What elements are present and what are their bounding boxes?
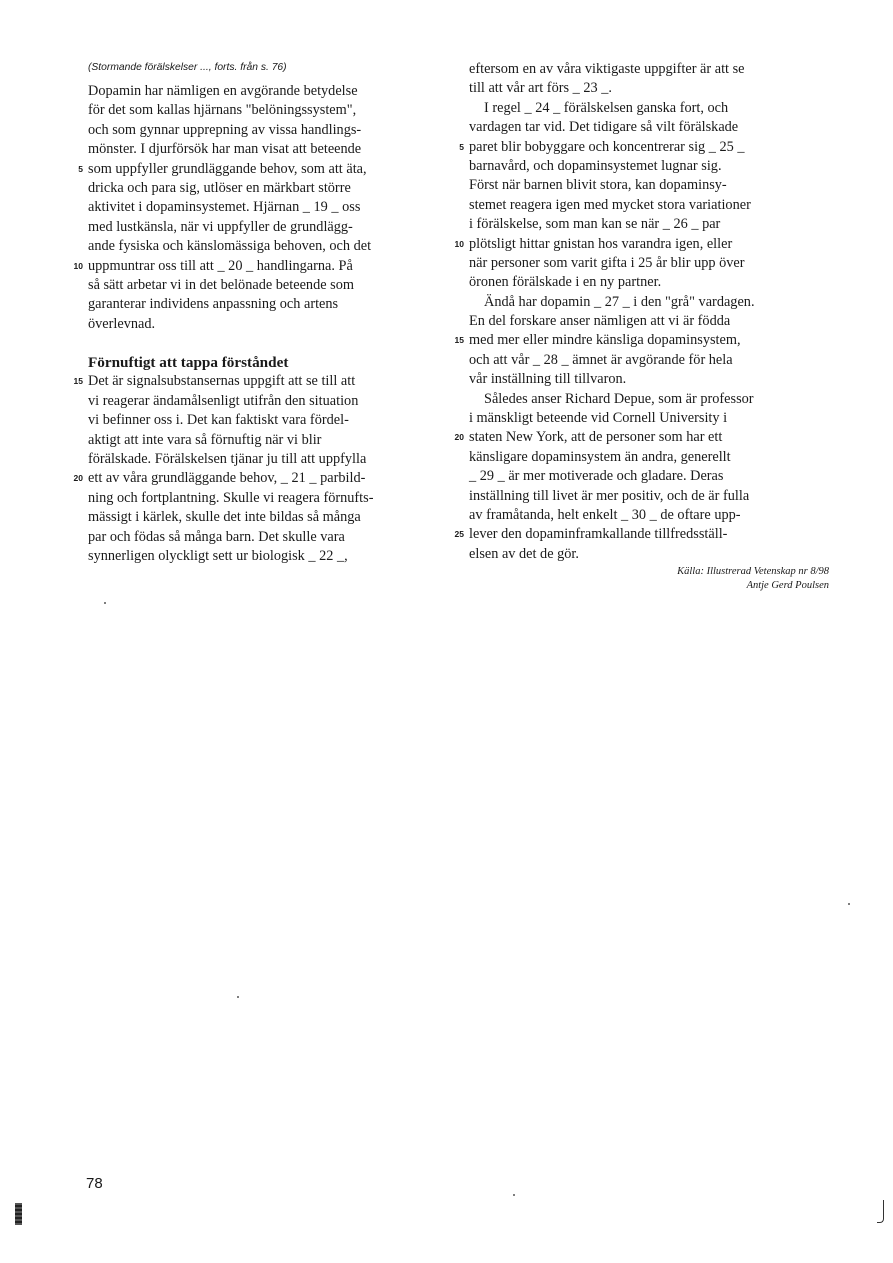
line-number: 15 [454, 335, 464, 346]
page-number: 78 [86, 1175, 103, 1192]
line-number: 10 [454, 238, 464, 249]
line-text: så sätt arbetar vi in det belönade beteende som [88, 276, 354, 293]
text-line [469, 370, 829, 389]
line-text: eftersom en av våra viktigaste uppgifter är att se [469, 61, 745, 77]
line-text: ett av våra grundläggande behov, _ 21 _ parbild- [88, 470, 366, 487]
line-number: 20 [454, 432, 464, 443]
text-line [469, 157, 829, 176]
text-line [88, 179, 458, 198]
text-line [454, 235, 829, 254]
line-text: Således anser Richard Depue, som är professor [484, 390, 754, 407]
text-line [469, 390, 829, 409]
line-text: _ 29 _ är mer motiverade och gladare. Deras [469, 468, 724, 485]
text-line [469, 273, 829, 292]
text-line [469, 79, 829, 98]
text-line [469, 409, 829, 428]
text-line [88, 450, 458, 469]
text-line [469, 351, 829, 370]
text-line [73, 372, 458, 391]
text-line [88, 431, 458, 450]
text-line [454, 525, 829, 544]
text-line [78, 160, 458, 179]
source-author: Antje Gerd Poulsen [746, 580, 829, 592]
text-line [454, 331, 829, 350]
text-line [88, 528, 458, 547]
line-text: En del forskare anser nämligen att vi är födda [469, 313, 731, 330]
text-line [73, 257, 458, 276]
line-text: garanterar individens anpassning och artens [88, 296, 339, 313]
line-text: vi befinner oss i. Det kan faktiskt vara fördel- [88, 412, 349, 429]
text-line [469, 196, 829, 215]
line-text: av framåtanda, helt enkelt _ 30 _ de oftare upp- [469, 506, 741, 523]
text-line [88, 101, 458, 120]
line-text: mönster. I djurförsök har man visat att beteende [88, 141, 362, 158]
line-text: par och födas så många barn. Det skulle vara [88, 528, 345, 545]
continuation-note: (Stormande förälskelser ..., forts. från s. 76) [88, 62, 287, 73]
text-line [469, 293, 829, 312]
text-line [88, 198, 458, 217]
text-line [469, 99, 829, 118]
text-line [88, 508, 458, 527]
left-column [73, 60, 458, 566]
text-line [469, 215, 829, 234]
line-text: mässigt i kärlek, skulle det inte bildas så många [88, 509, 361, 526]
line-text: i förälskelse, som man kan se när _ 26 _ par [469, 216, 721, 233]
source-publication: Källa: Illustrerad Vetenskap nr 8/98 [677, 566, 829, 578]
line-text: vi reagerar ändamålsenligt utifrån den situation [88, 392, 359, 409]
line-text: Det är signalsubstansernas uppgift att se till att [88, 373, 356, 390]
text-line [469, 487, 829, 506]
line-text: med lustkänsla, när vi uppfyller de grundlägg- [88, 218, 353, 235]
line-text: barnavård, och dopaminsystemet lugnar sig. [469, 157, 722, 174]
line-text: Ändå har dopamin _ 27 _ i den "grå" vardagen. [484, 293, 755, 310]
line-text: förälskade. Förälskelsen tjänar ju till att uppfylla [88, 451, 367, 468]
line-text: med mer eller mindre känsliga dopaminsystem, [469, 332, 741, 349]
scan-speck [513, 1194, 515, 1196]
line-number: 5 [459, 141, 464, 152]
source-citation [469, 565, 829, 593]
line-text: när personer som varit gifta i 25 år blir upp över [469, 254, 745, 271]
text-line [88, 489, 458, 508]
line-text: som uppfyller grundläggande behov, som att äta, [88, 160, 367, 177]
line-number: 15 [73, 376, 83, 387]
text-line [469, 448, 829, 467]
text-line [469, 118, 829, 137]
line-text: aktivitet i dopaminsystemet. Hjärnan _ 19 _ oss [88, 199, 361, 216]
line-text: vår inställning till tillvaron. [469, 371, 627, 388]
text-line [459, 138, 829, 157]
line-number: 25 [454, 529, 464, 540]
line-text: aktigt att inte vara så förnuftig när vi blir [88, 431, 322, 448]
scan-edge-mark [15, 1203, 22, 1225]
line-text: inställning till livet är mer positiv, och de är fulla [469, 487, 750, 504]
text-line [469, 176, 829, 195]
text-line [88, 547, 458, 566]
line-text: i mänskligt beteende vid Cornell University i [469, 410, 728, 427]
line-text: plötsligt hittar gnistan hos varandra igen, eller [469, 235, 733, 252]
text-line [469, 545, 829, 564]
text-line [88, 237, 458, 256]
text-line [88, 276, 458, 295]
scan-speck [104, 602, 106, 604]
text-line [469, 60, 829, 79]
text-line [469, 506, 829, 525]
line-text: känsligare dopaminsystem än andra, generellt [469, 448, 731, 465]
section-heading: Förnuftigt att tappa förståndet [88, 354, 289, 372]
line-text: ande fysiska och känslomässiga behoven, och det [88, 238, 372, 255]
scan-corner-mark [877, 1200, 884, 1223]
text-line [88, 411, 458, 430]
text-line [88, 295, 458, 314]
text-line [73, 469, 458, 488]
line-text: vardagen tar vid. Det tidigare så vilt förälskade [469, 119, 739, 136]
text-line [88, 315, 458, 334]
line-text: och som gynnar upprepning av vissa handlings- [88, 121, 362, 138]
line-text: I regel _ 24 _ förälskelsen ganska fort, och [484, 99, 729, 116]
line-text: för det som kallas hjärnans "belöningssystem", [88, 102, 357, 119]
paragraph-signal-substances [73, 372, 458, 566]
text-line [469, 467, 829, 486]
line-number: 20 [73, 473, 83, 484]
line-text: överlevnad. [88, 315, 156, 332]
text-line [88, 82, 458, 101]
text-line [469, 312, 829, 331]
right-column [454, 60, 829, 593]
text-line [88, 140, 458, 159]
scan-speck [848, 903, 850, 905]
paragraph-dopamine-reward [73, 82, 458, 334]
line-text: öronen förälskade i en ny partner. [469, 274, 662, 291]
paragraph-everyday-love [454, 60, 829, 564]
line-number: 10 [73, 260, 83, 271]
line-text: uppmuntrar oss till att _ 20 _ handlingarna. På [88, 257, 353, 274]
line-text: staten New York, att de personer som har ett [469, 429, 723, 446]
scan-speck [237, 996, 239, 998]
line-text: synnerligen olyckligt sett ur biologisk _ 22 _, [88, 547, 348, 564]
line-text: paret blir bobyggare och koncentrerar sig _ 25 _ [469, 138, 745, 155]
line-text: ning och fortplantning. Skulle vi reagera förnufts- [88, 489, 374, 506]
line-number: 5 [78, 163, 83, 174]
line-text: Först när barnen blivit stora, kan dopaminsy- [469, 177, 727, 194]
text-line [88, 218, 458, 237]
text-line [469, 254, 829, 273]
line-text: elsen av det de gör. [469, 545, 579, 562]
line-text: dricka och para sig, utlöser en märkbart större [88, 179, 351, 196]
text-line [88, 121, 458, 140]
text-line [88, 392, 458, 411]
line-text: och att vår _ 28 _ ämnet är avgörande för hela [469, 351, 733, 368]
text-line [454, 428, 829, 447]
line-text: Dopamin har nämligen en avgörande betydelse [88, 83, 358, 99]
line-text: till att vår art förs _ 23 _. [469, 80, 612, 97]
line-text: lever den dopaminframkallande tillfredsställ- [469, 526, 728, 543]
line-text: stemet reagera igen med mycket stora variationer [469, 196, 751, 213]
